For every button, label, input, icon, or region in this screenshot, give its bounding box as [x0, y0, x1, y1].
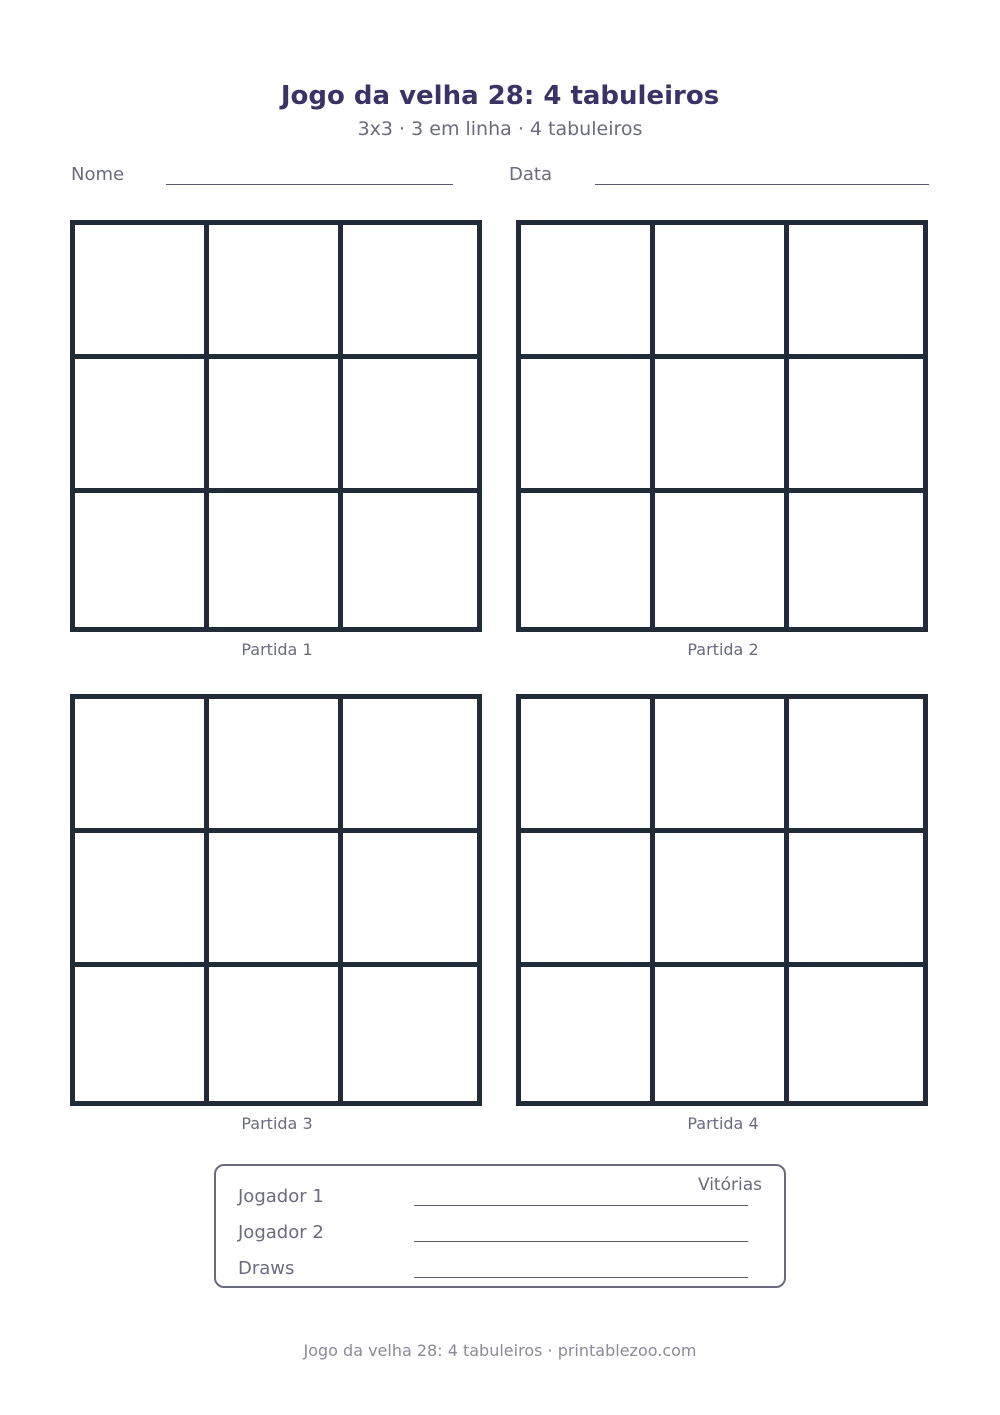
board-cell[interactable]	[343, 967, 477, 1101]
board-cell[interactable]	[521, 967, 655, 1101]
board-cell[interactable]	[209, 833, 343, 967]
board-cell[interactable]	[521, 493, 655, 627]
board-cell[interactable]	[655, 493, 789, 627]
board-caption-2: Partida 2	[687, 640, 759, 659]
name-label: Nome	[71, 164, 125, 185]
board-cell[interactable]	[209, 359, 343, 493]
scoreboard-label-player-1: Jogador 1	[238, 1186, 324, 1207]
scoreboard-header: Vitórias	[697, 1175, 762, 1195]
board-cell[interactable]	[343, 833, 477, 967]
date-label: Data	[509, 164, 552, 185]
board-2	[516, 220, 928, 632]
board-cell[interactable]	[75, 359, 209, 493]
scoreboard-label-player-2: Jogador 2	[238, 1222, 324, 1243]
scoreboard-label-draws: Draws	[238, 1258, 295, 1279]
board-4	[516, 694, 928, 1106]
board-3	[70, 694, 482, 1106]
board-cell[interactable]	[343, 359, 477, 493]
board-cell[interactable]	[75, 967, 209, 1101]
board-cell[interactable]	[655, 699, 789, 833]
board-cell[interactable]	[209, 967, 343, 1101]
board-caption-1: Partida 1	[241, 640, 313, 659]
board-cell[interactable]	[789, 967, 923, 1101]
board-cell[interactable]	[75, 225, 209, 359]
scoreboard	[214, 1164, 786, 1288]
board-cell[interactable]	[75, 699, 209, 833]
scoreboard-line-player-1	[414, 1205, 748, 1206]
scoreboard-line-player-2	[414, 1241, 748, 1242]
board-cell[interactable]	[209, 225, 343, 359]
board-cell[interactable]	[209, 493, 343, 627]
board-cell[interactable]	[655, 225, 789, 359]
board-cell[interactable]	[655, 967, 789, 1101]
board-cell[interactable]	[789, 833, 923, 967]
board-cell[interactable]	[521, 699, 655, 833]
date-line	[595, 184, 929, 185]
name-line	[166, 184, 453, 185]
board-cell[interactable]	[521, 225, 655, 359]
board-cell[interactable]	[521, 359, 655, 493]
board-caption-3: Partida 3	[241, 1114, 313, 1133]
board-cell[interactable]	[75, 493, 209, 627]
board-caption-4: Partida 4	[687, 1114, 759, 1133]
board-cell[interactable]	[789, 225, 923, 359]
board-cell[interactable]	[521, 833, 655, 967]
board-cell[interactable]	[655, 359, 789, 493]
board-cell[interactable]	[343, 493, 477, 627]
board-cell[interactable]	[789, 493, 923, 627]
page-title: Jogo da velha 28: 4 tabuleiros	[280, 81, 720, 111]
page-footer: Jogo da velha 28: 4 tabuleiros · printablezoo.com	[303, 1341, 697, 1360]
board-cell[interactable]	[789, 359, 923, 493]
board-cell[interactable]	[655, 833, 789, 967]
board-cell[interactable]	[343, 225, 477, 359]
board-1	[70, 220, 482, 632]
scoreboard-line-draws	[414, 1277, 748, 1278]
page-subtitle: 3x3 · 3 em linha · 4 tabuleiros	[357, 118, 643, 140]
board-cell[interactable]	[209, 699, 343, 833]
board-cell[interactable]	[789, 699, 923, 833]
board-cell[interactable]	[343, 699, 477, 833]
board-cell[interactable]	[75, 833, 209, 967]
